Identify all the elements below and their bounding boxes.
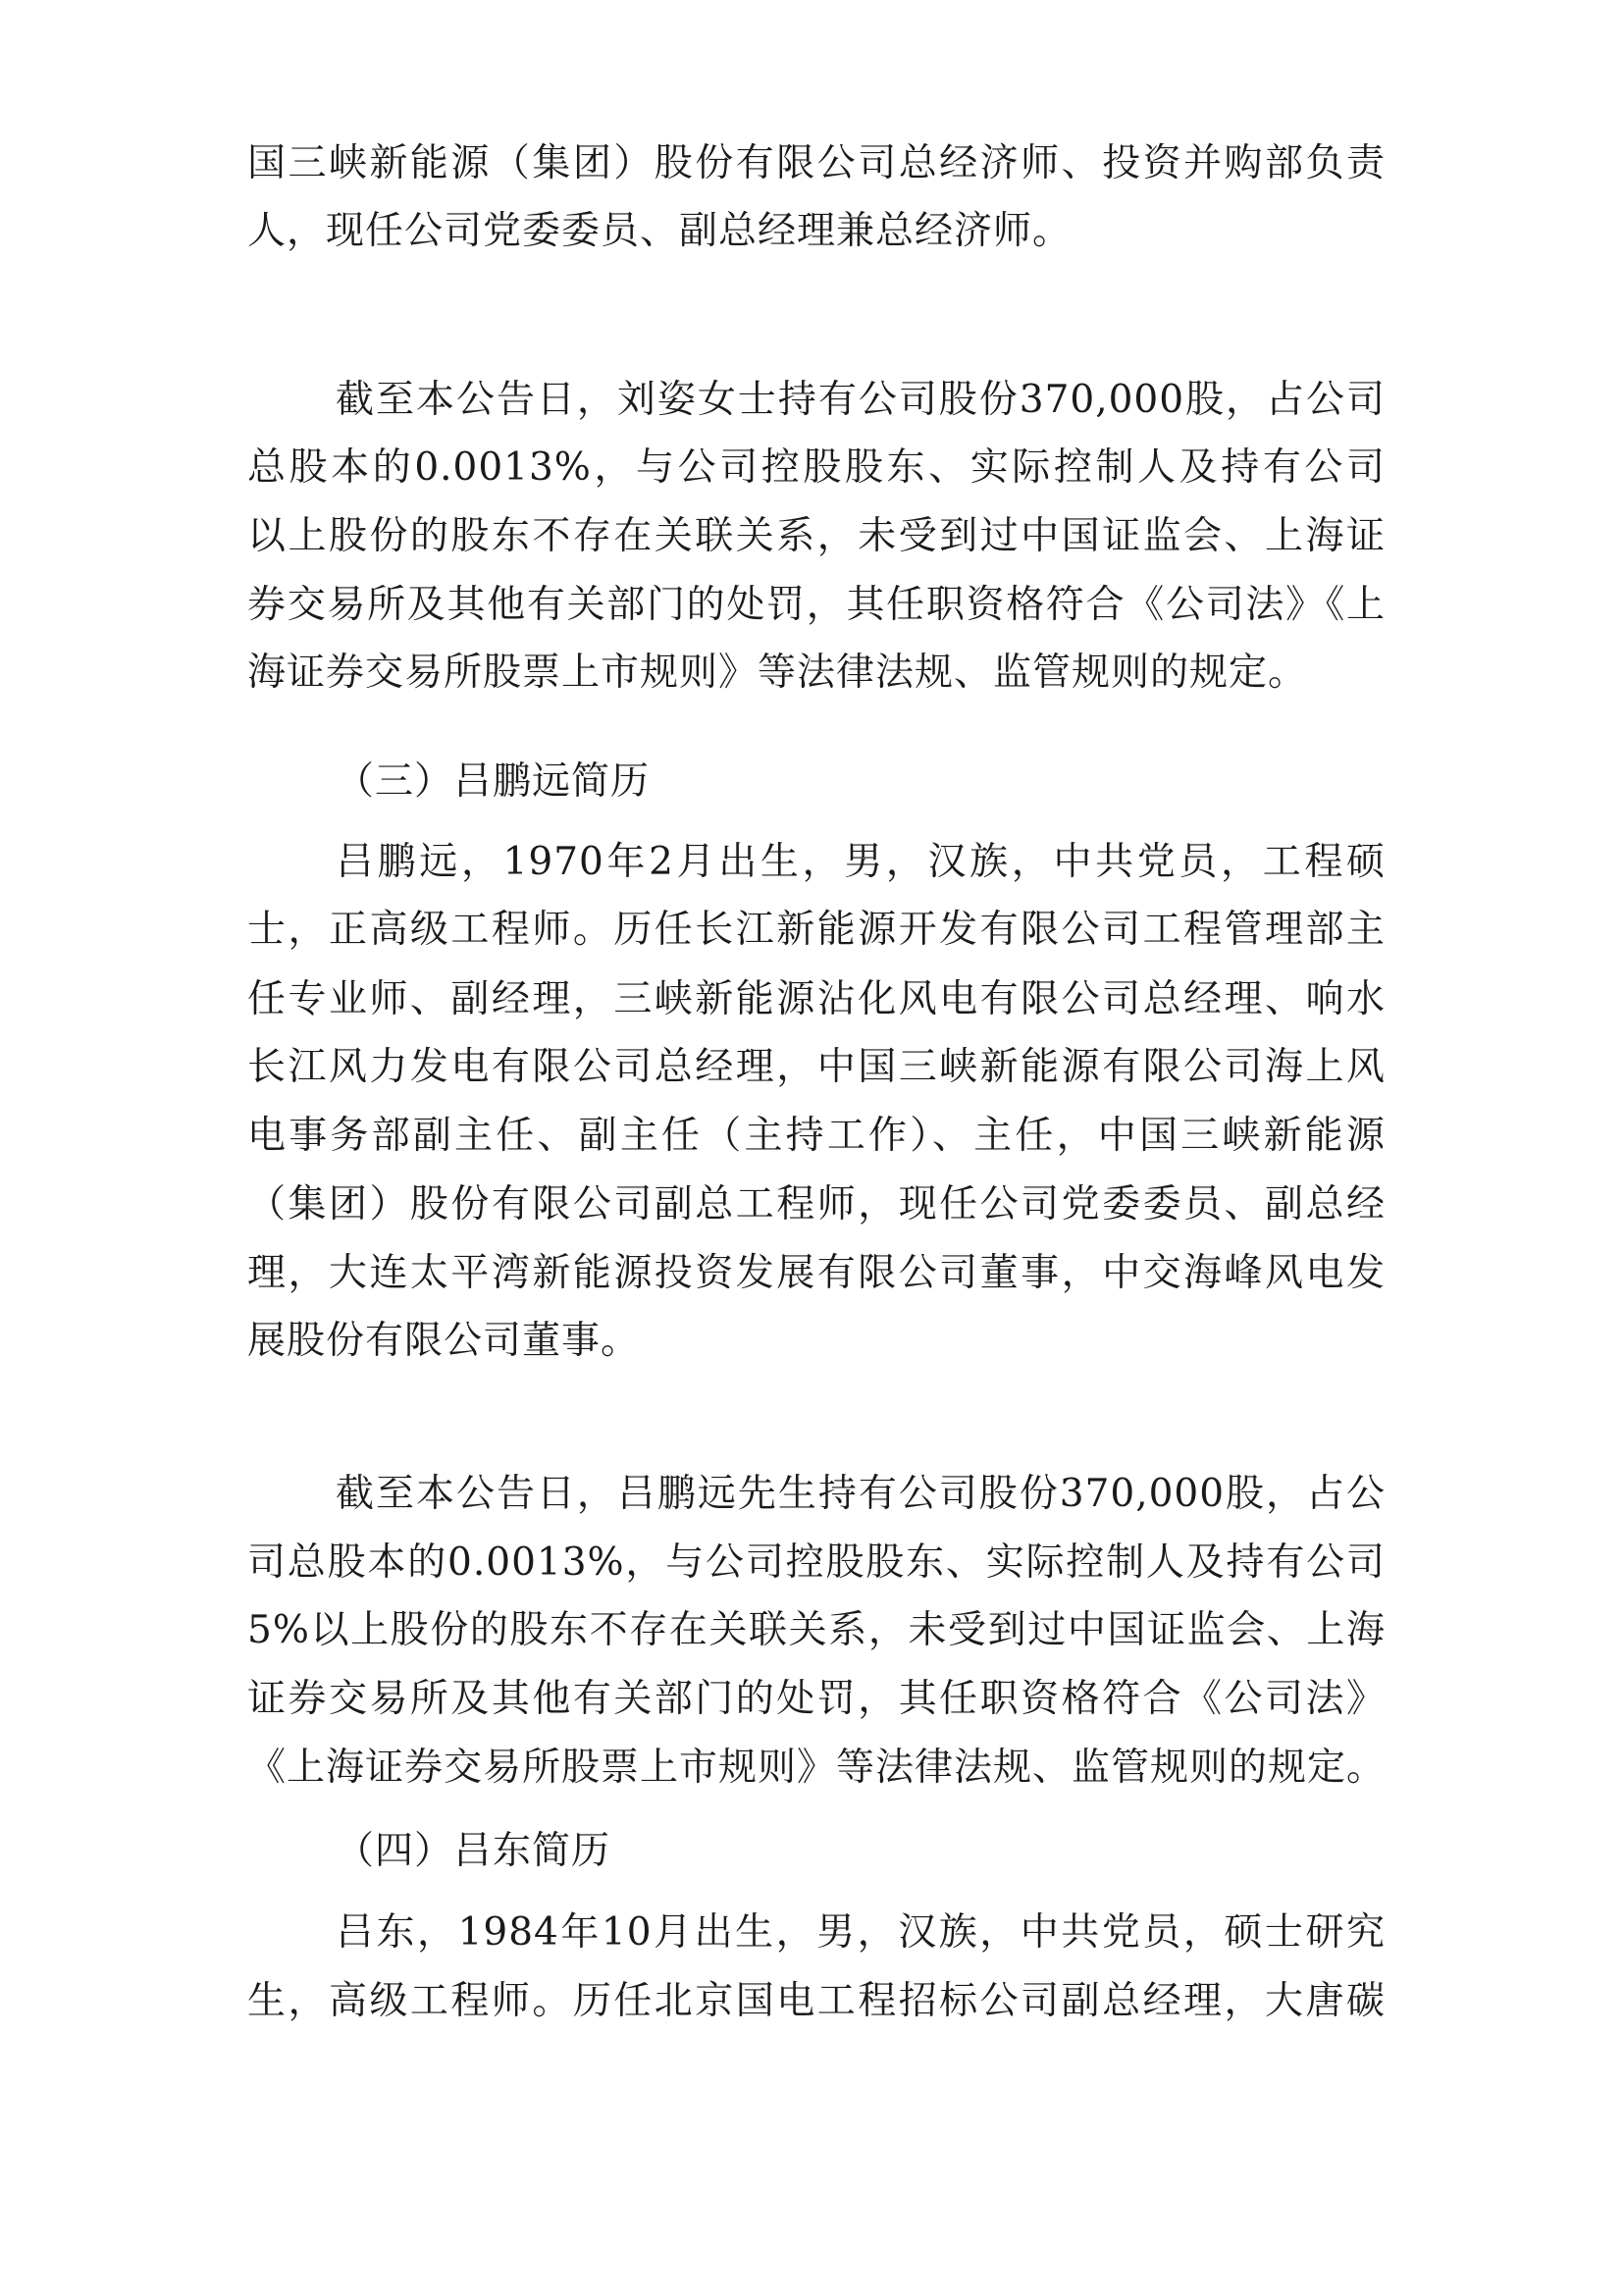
text-line-3: 截至本公告日，刘姿女士持有公司股份370,000股，占公司 (336, 378, 1386, 422)
text-line-6: 券交易所及其他有关部门的处罚，其任职资格符合《公司法》《上 (247, 583, 1386, 627)
text-line-1: 国三峡新能源（集团）股份有限公司总经济师、投资并购部负责 (247, 141, 1386, 185)
text-line-4: 总股本的0.0013%，与公司控股股东、实际控制人及持有公司 (247, 445, 1386, 490)
text-line-7: 海证券交易所股票上市规则》等法律法规、监管规则的规定。 (247, 651, 1308, 695)
section-heading-3: （三）吕鹏远简历 (336, 759, 651, 804)
text-line-2: 人，现任公司党委委员、副总经理兼总经济师。 (247, 209, 1073, 253)
text-line-15: 理，大连太平湾新能源投资发展有限公司董事，中交海峰风电发 (247, 1251, 1386, 1295)
text-line-18: 司总股本的0.0013%，与公司控股股东、实际控制人及持有公司 (247, 1540, 1386, 1585)
text-line-20: 证券交易所及其他有关部门的处罚，其任职资格符合《公司法》 (247, 1677, 1386, 1721)
text-line-10: 士，正高级工程师。历任长江新能源开发有限公司工程管理部主 (247, 908, 1386, 952)
text-line-5: 以上股份的股东不存在关联关系，未受到过中国证监会、上海证 (247, 514, 1386, 558)
text-line-23: 吕东，1984年10月出生，男，汉族，中共党员，硕士研究 (336, 1910, 1386, 1955)
text-line-21: 《上海证券交易所股票上市规则》等法律法规、监管规则的规定。 (247, 1746, 1387, 1790)
text-line-19: 5%以上股份的股东不存在关联关系，未受到过中国证监会、上海 (247, 1608, 1386, 1652)
section-heading-4: （四）吕东简历 (336, 1829, 611, 1873)
text-line-13: 电事务部副主任、副主任（主持工作）、主任，中国三峡新能源 (247, 1114, 1386, 1158)
text-line-17: 截至本公告日，吕鹏远先生持有公司股份370,000股，占公 (336, 1472, 1386, 1516)
text-line-12: 长江风力发电有限公司总经理，中国三峡新能源有限公司海上风 (247, 1045, 1386, 1089)
text-line-24: 生，高级工程师。历任北京国电工程招标公司副总经理，大唐碳 (247, 1979, 1386, 2023)
text-line-9: 吕鹏远，1970年2月出生，男，汉族，中共党员，工程硕 (336, 840, 1386, 884)
text-line-14: （集团）股份有限公司副总工程师，现任公司党委委员、副总经 (247, 1182, 1386, 1226)
text-line-11: 任专业师、副经理，三峡新能源沾化风电有限公司总经理、响水 (247, 977, 1386, 1021)
text-line-16: 展股份有限公司董事。 (247, 1319, 641, 1363)
